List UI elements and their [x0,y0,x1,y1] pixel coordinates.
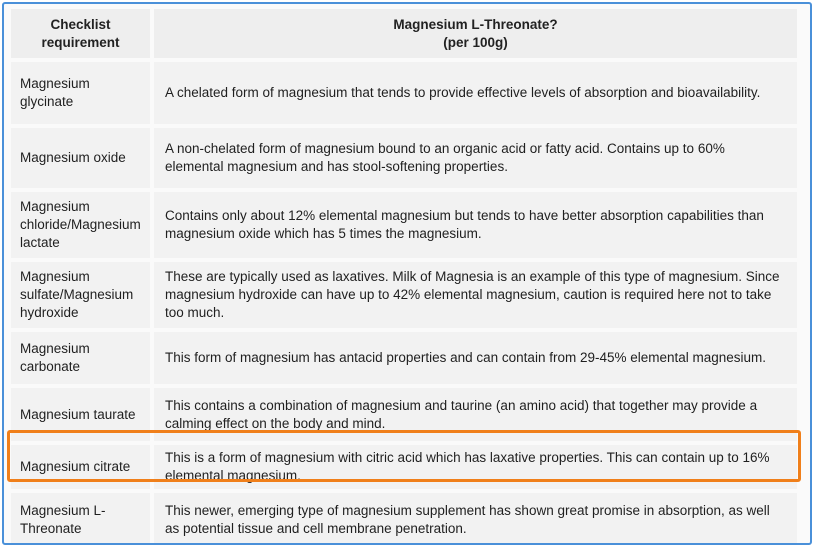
table-header-row [11,9,797,58]
description-cell: A non-chelated form of magnesium bound to an organic acid or fatty acid. Contains up to 60% elemental magnesium and has stool-softening properties. [154,128,797,188]
header-col1-line2: requirement [41,34,120,50]
table-row [11,62,797,124]
description-cell: This newer, emerging type of magnesium supplement has shown great promise in absorption, as well as potential tissue and cell membrane penetration. [154,493,797,545]
table-row-highlighted [11,445,797,489]
description-cell: This is a form of magnesium with citric acid which has laxative properties. This can contain up to 16% elemental magnesium. [154,445,797,489]
header-col2-line1: Magnesium L-Threonate? [393,16,558,32]
description-cell: A chelated form of magnesium that tends to provide effective levels of absorption and bioavailability. [154,62,797,124]
requirement-cell: Magnesium taurate [11,388,150,441]
description-cell: This contains a combination of magnesium and taurine (an amino acid) that together may provide a calming effect on the body and mind. [154,388,797,441]
requirement-cell: Magnesium sulfate/Magnesium hydroxide [11,262,150,328]
requirement-cell: Magnesium chloride/Magnesium lactate [11,192,150,258]
magnesium-comparison-table [7,5,801,545]
table-frame [2,2,812,545]
description-cell: These are typically used as laxatives. Milk of Magnesia is an example of this type of magnesium. Since magnesium hydroxide can have up to 42% elemental magnesium, caution is required here not to take too much. [154,262,797,328]
description-cell: This form of magnesium has antacid properties and can contain from 29-45% elemental magnesium. [154,332,797,384]
table-row [11,128,797,188]
table-row [11,388,797,441]
table-row [11,332,797,384]
requirement-cell: Magnesium oxide [11,128,150,188]
table-row [11,192,797,258]
header-checklist-requirement [11,9,150,58]
requirement-cell: Magnesium carbonate [11,332,150,384]
header-magnesium-l-threonate [154,9,797,58]
table-row [11,262,797,328]
header-col2-line2: (per 100g) [443,34,508,50]
requirement-cell: Magnesium glycinate [11,62,150,124]
requirement-cell: Magnesium L-Threonate [11,493,150,545]
description-cell: Contains only about 12% elemental magnesium but tends to have better absorption capabilities than magnesium oxide which has 5 times the magnesium. [154,192,797,258]
table-row [11,493,797,545]
requirement-cell: Magnesium citrate [11,445,150,489]
header-col1-line1: Checklist [50,16,111,32]
